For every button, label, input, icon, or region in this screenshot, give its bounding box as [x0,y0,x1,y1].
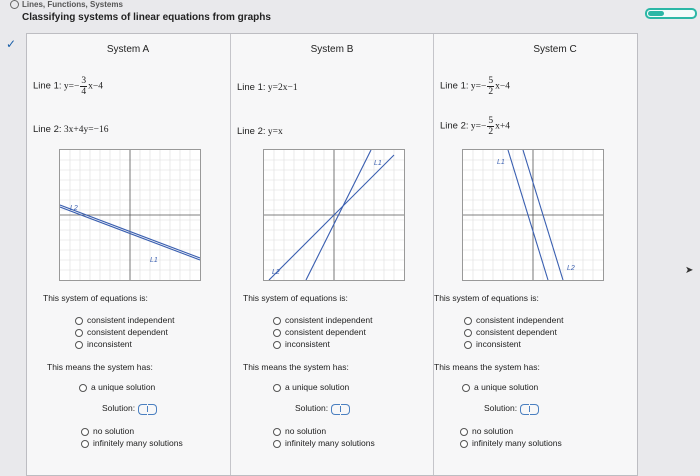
radio-icon[interactable] [79,384,87,392]
system-b-l2-label: L2 [272,269,280,276]
system-a-unique[interactable]: a unique solution [79,382,155,392]
system-c-means: This means the system has: [434,362,540,372]
system-c-unique[interactable]: a unique solution [462,382,538,392]
system-a-graph-svg [60,150,200,280]
system-c-option-dependent[interactable]: consistent dependent [464,327,557,337]
system-a-column [27,34,229,475]
breadcrumb[interactable]: Lines, Functions, Systems [22,0,123,9]
radio-icon[interactable] [81,440,89,448]
system-b-option-independent[interactable]: consistent independent [273,315,372,325]
system-a-means: This means the system has: [47,362,153,372]
systems-panel [26,33,638,476]
system-a-graph [59,149,201,281]
system-c-solution: Solution: [484,403,542,414]
radio-icon[interactable] [81,428,89,436]
radio-icon[interactable] [273,384,281,392]
solution-input[interactable] [520,404,542,414]
radio-icon[interactable] [273,329,281,337]
progress-bar [645,8,697,19]
system-a-line1: Line 1: y=− $\frac{3}{4}$ x−4 [33,76,103,97]
system-b-l1-label: L1 [374,160,382,167]
system-a-question: This system of equations is: [43,293,148,303]
system-a-option-inconsistent[interactable]: inconsistent [75,339,132,349]
system-c-line1: Line 1: y=− $\frac{5}{2}$ x−4 [440,76,510,97]
system-a-option-independent[interactable]: consistent independent [75,315,174,325]
radio-icon[interactable] [75,329,83,337]
mouse-cursor-icon: ➤ [685,265,694,276]
system-c-question: This system of equations is: [434,293,539,303]
system-c-option-inconsistent[interactable]: inconsistent [464,339,521,349]
page-title: Classifying systems of linear equations from graphs [22,12,271,23]
radio-icon[interactable] [462,384,470,392]
system-a-l2-label: L2 [70,205,78,212]
system-b-question: This system of equations is: [243,293,348,303]
system-a-l1-label: L1 [150,257,158,264]
system-c-graph-svg [463,150,603,280]
radio-icon[interactable] [460,440,468,448]
system-a-line2: Line 2: 3x+4y=−16 [33,124,109,135]
system-c-title: System C [533,44,577,55]
system-b-title: System B [310,44,354,55]
system-a-title: System A [106,44,150,55]
radio-icon[interactable] [273,341,281,349]
system-a-solution: Solution: [102,403,160,414]
solution-input[interactable] [138,404,160,414]
radio-icon[interactable] [464,329,472,337]
radio-icon[interactable] [464,341,472,349]
radio-icon[interactable] [273,317,281,325]
radio-icon[interactable] [273,440,281,448]
breadcrumb-circle-icon [10,0,19,9]
system-c-graph [462,149,604,281]
system-b-option-dependent[interactable]: consistent dependent [273,327,366,337]
system-c-l1-label: L1 [497,159,505,166]
system-c-l2-label: L2 [567,265,575,272]
solution-input[interactable] [331,404,353,414]
system-b-graph-svg [264,150,404,280]
radio-icon[interactable] [75,341,83,349]
system-b-solution: Solution: [295,403,353,414]
system-c-line2: Line 2: y=− $\frac{5}{2}$ x+4 [440,116,510,137]
radio-icon[interactable] [460,428,468,436]
system-c-column [433,34,636,475]
system-b-means: This means the system has: [243,362,349,372]
radio-icon[interactable] [464,317,472,325]
system-a-infinite[interactable]: infinitely many solutions [81,438,183,448]
radio-icon[interactable] [75,317,83,325]
top-bar [0,0,700,30]
system-b-option-inconsistent[interactable]: inconsistent [273,339,330,349]
system-c-option-independent[interactable]: consistent independent [464,315,563,325]
system-a-option-dependent[interactable]: consistent dependent [75,327,168,337]
system-b-infinite[interactable]: infinitely many solutions [273,438,375,448]
system-b-graph [263,149,405,281]
system-b-line2: Line 2: y=x [237,126,283,137]
system-b-no-solution[interactable]: no solution [273,426,326,436]
radio-icon[interactable] [273,428,281,436]
system-b-line1: Line 1: y=2x−1 [237,82,298,93]
check-icon: ✓ [6,37,17,51]
system-b-unique[interactable]: a unique solution [273,382,349,392]
progress-fill [648,11,664,16]
system-c-infinite[interactable]: infinitely many solutions [460,438,562,448]
system-b-l2-line [269,155,394,280]
system-a-no-solution[interactable]: no solution [81,426,134,436]
system-c-no-solution[interactable]: no solution [460,426,513,436]
system-b-column [230,34,433,475]
